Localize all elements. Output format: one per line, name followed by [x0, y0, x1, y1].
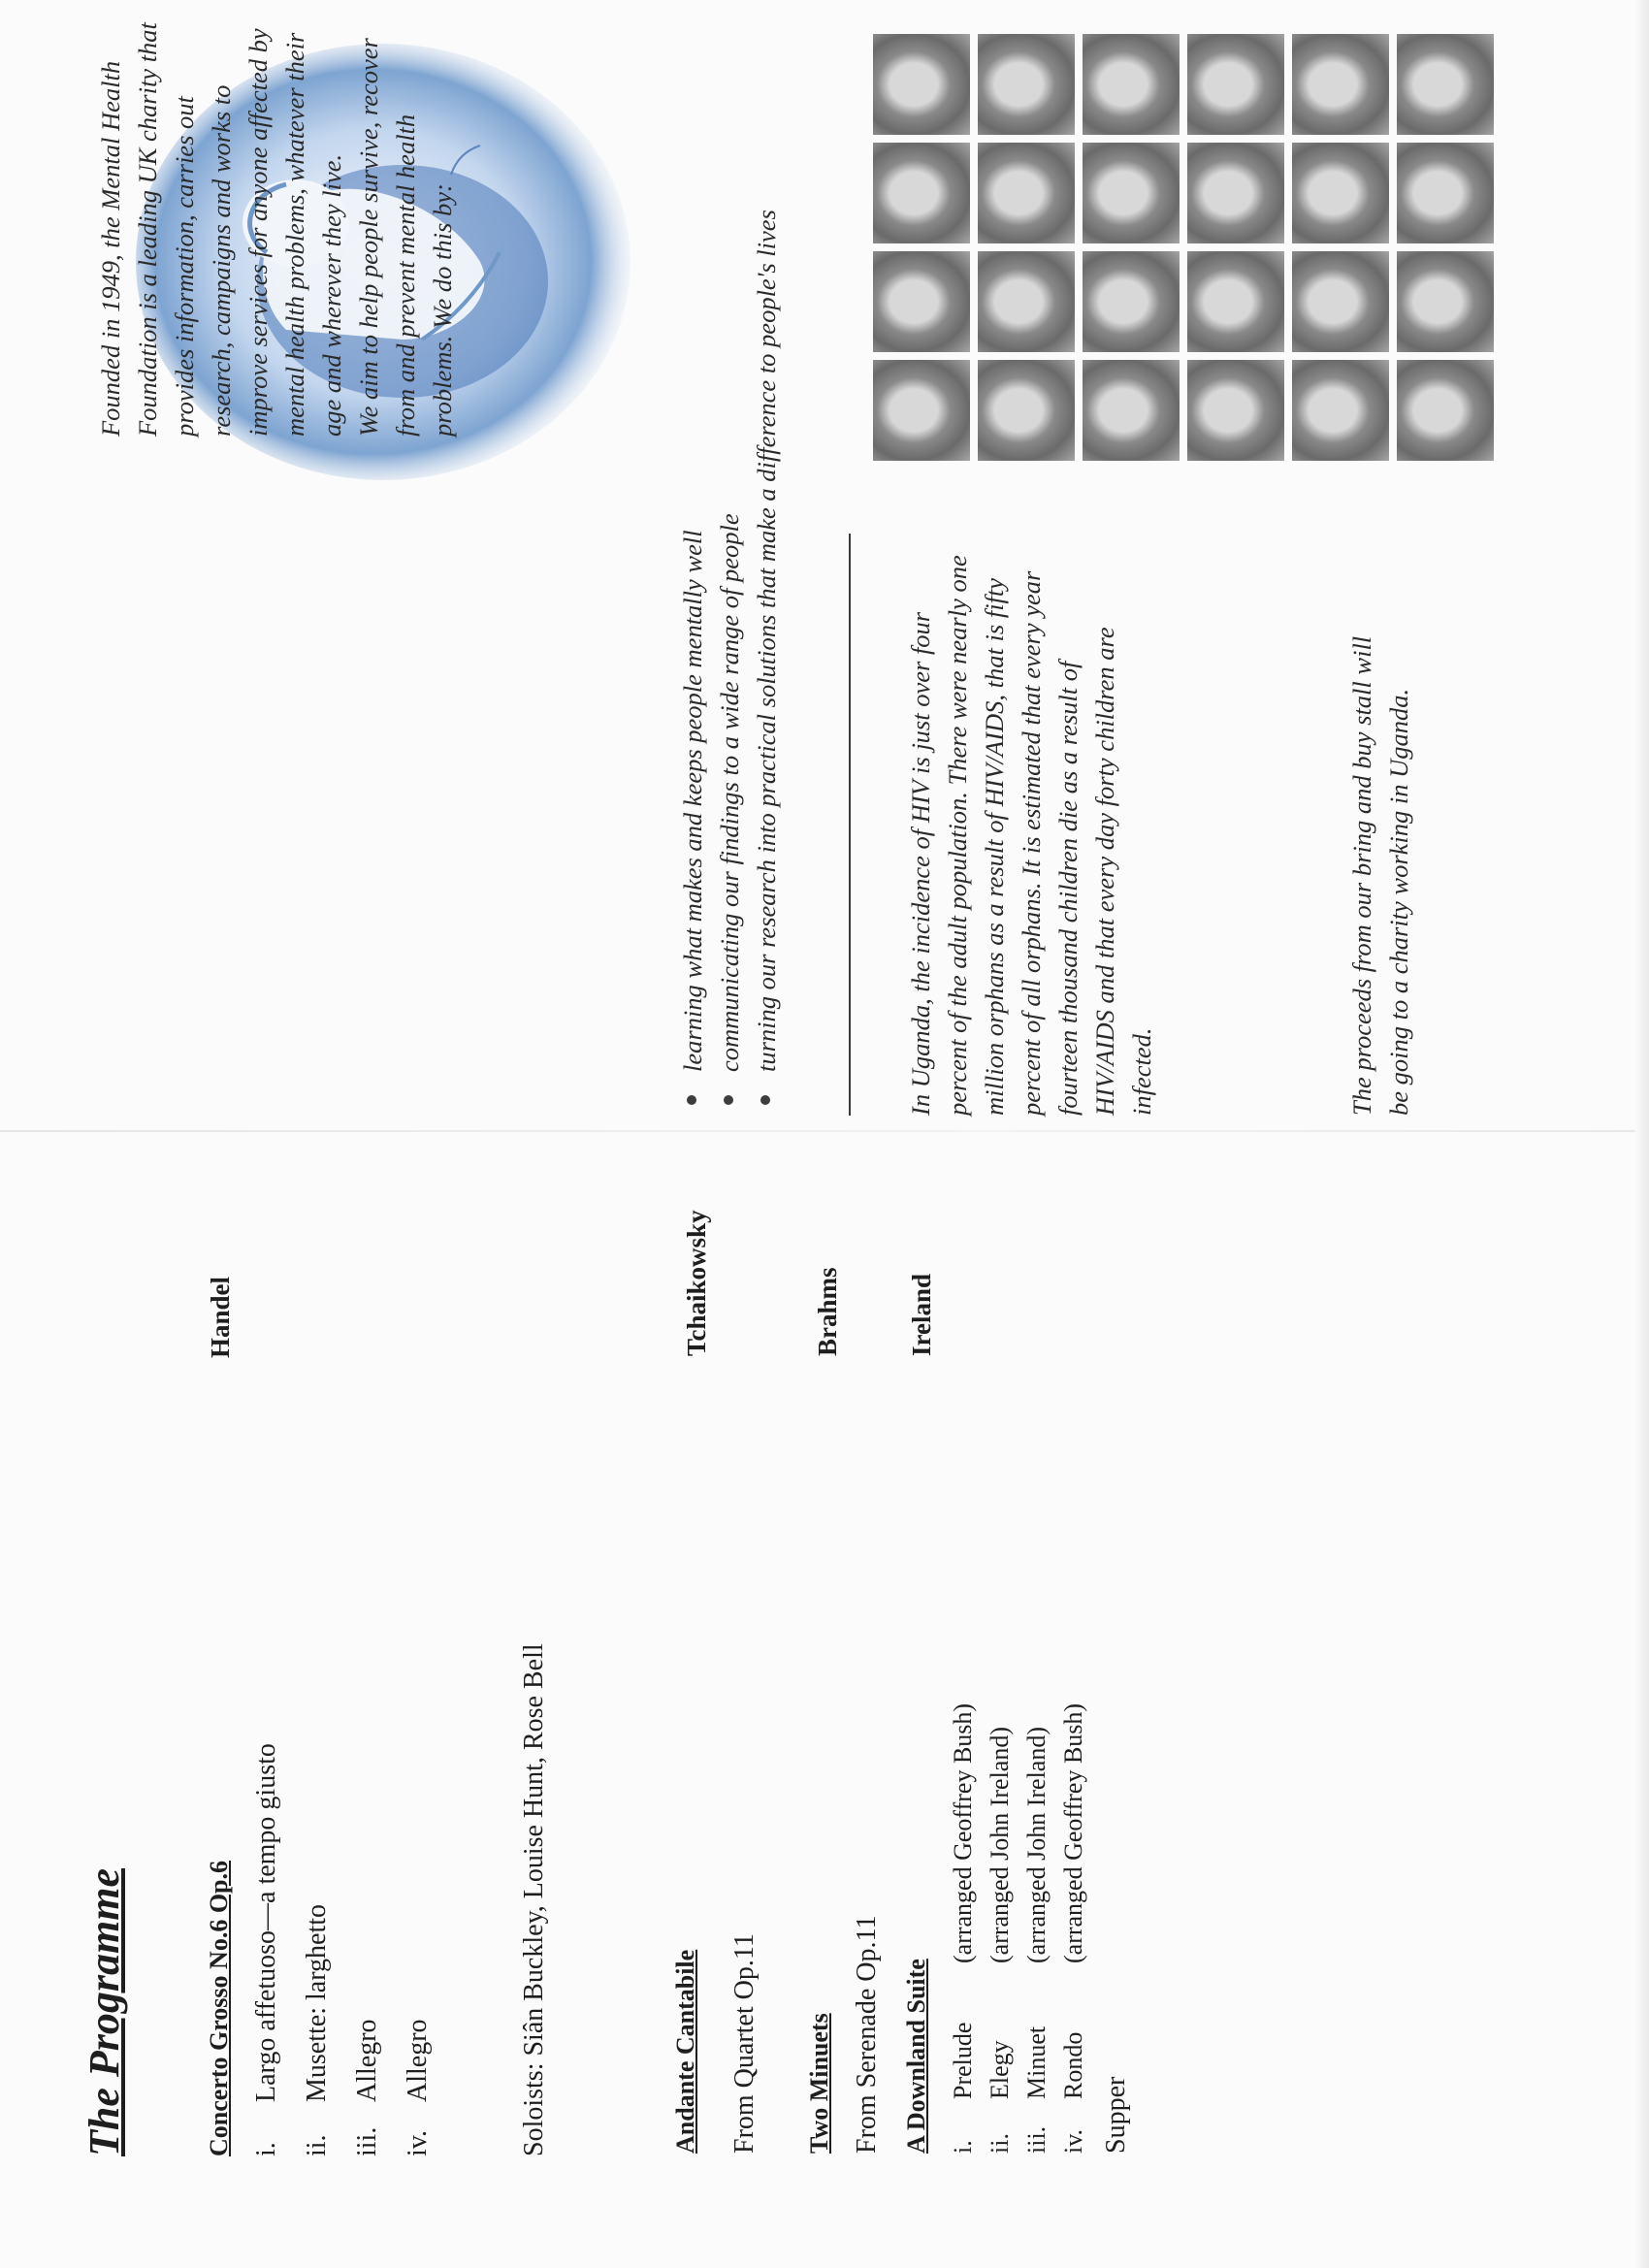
composer-brahms: Brahms — [813, 1267, 842, 1356]
piece-title-minuets: Two Minuets — [805, 2013, 833, 2154]
soloists: Soloists: Siân Buckley, Louise Hunt, Rose Bell — [519, 1643, 549, 2156]
movement-item: iv.Allegro — [403, 2019, 433, 2156]
composer-tchaikowsky: Tchaikowsky — [682, 1210, 711, 1356]
foundation-text: Founded in 1949, the Mental Health Foundation is a leading UK charity that provides information, carries out research, campaigns and works to improve services for anyone affected by mental health problems, whatever their age and wherever they live. We aim to help people survive, recover from and prevent mental health problems. We do this by: — [96, 22, 457, 437]
movement-item: i.Largo affetuoso—a tempo giusto — [251, 1743, 281, 2156]
aims-list — [674, 5, 785, 1111]
downland-suite-body — [223, 1143, 1368, 2268]
portrait-photo — [978, 360, 1075, 461]
fold-line — [0, 1130, 1649, 1132]
info-panel — [0, 0, 1533, 1125]
piece-subtitle: From Quartet Op.11 — [729, 1933, 760, 2154]
photo-grid — [873, 34, 1494, 461]
supper-label: Supper — [1101, 2076, 1131, 2154]
portrait-photo — [1083, 143, 1180, 243]
portrait-photo — [1187, 143, 1284, 243]
portrait-photo — [1397, 143, 1494, 243]
portrait-photo — [873, 143, 970, 243]
piece-title-andante: Andante Cantabile — [671, 1949, 699, 2154]
piece-subtitle: From Serenade Op.11 — [852, 1915, 882, 2154]
portrait-photo — [978, 143, 1075, 243]
portrait-photo — [1083, 360, 1180, 461]
movement-item: iv.Rondo(arranged Geoffrey Bush) — [1059, 1702, 1087, 2154]
composer-handel: Handel — [206, 1276, 235, 1358]
movement-item: ii.Musette: larghetto — [302, 1904, 332, 2156]
portrait-photo — [1083, 251, 1180, 352]
bullet-icon — [687, 1095, 696, 1105]
uganda-text: In Uganda, the incidence of HIV is just over four percent of the adult population. There were nearly one million orphans as a result of HIV/AIDS, that is fifty percent of all orphans. It is estimated that every year fourteen thousand children die as a result of HIV/AIDS and that every day forty children are infected. — [906, 555, 1156, 1116]
portrait-photo — [978, 34, 1075, 135]
piece-title-concerto: Concerto Grosso No.6 Op.6 — [205, 1860, 233, 2156]
portrait-photo — [1292, 34, 1389, 135]
movement-item: i.Prelude(arranged Geoffrey Bush) — [949, 1702, 977, 2154]
portrait-photo — [1397, 251, 1494, 352]
portrait-photo — [873, 251, 970, 352]
list-item: communicating our findings to a wide range of people — [711, 5, 748, 1111]
page-edge — [1635, 0, 1649, 2268]
portrait-photo — [1292, 360, 1389, 461]
portrait-photo — [873, 360, 970, 461]
list-item: learning what makes and keeps people mentally well — [674, 5, 711, 1111]
portrait-photo — [1397, 34, 1494, 135]
portrait-photo — [978, 251, 1075, 352]
programme-title: The Programme — [81, 1868, 128, 2156]
portrait-photo — [1187, 360, 1284, 461]
portrait-photo — [873, 34, 970, 135]
movement-item: iii.Allegro — [352, 2019, 382, 2156]
bullet-icon — [724, 1095, 733, 1105]
movement-item: iii.Minuet(arranged John Ireland) — [1022, 1727, 1051, 2154]
piece-title-downland: A Downland Suite — [902, 1959, 930, 2154]
portrait-photo — [1397, 360, 1494, 461]
bullet-icon — [760, 1095, 770, 1105]
portrait-photo — [1292, 143, 1389, 243]
proceeds-text: The proceeds from our bring and buy stall will be going to a charity working in Uganda. — [1347, 635, 1413, 1116]
movement-item: ii.Elegy(arranged John Ireland) — [986, 1727, 1014, 2154]
composer-ireland: Ireland — [907, 1273, 936, 1356]
portrait-photo — [1292, 251, 1389, 352]
list-item: turning our research into practical solutions that make a difference to people's lives — [748, 5, 785, 1111]
divider — [849, 534, 851, 1116]
portrait-photo — [1187, 34, 1284, 135]
portrait-photo — [1083, 34, 1180, 135]
portrait-photo — [1187, 251, 1284, 352]
